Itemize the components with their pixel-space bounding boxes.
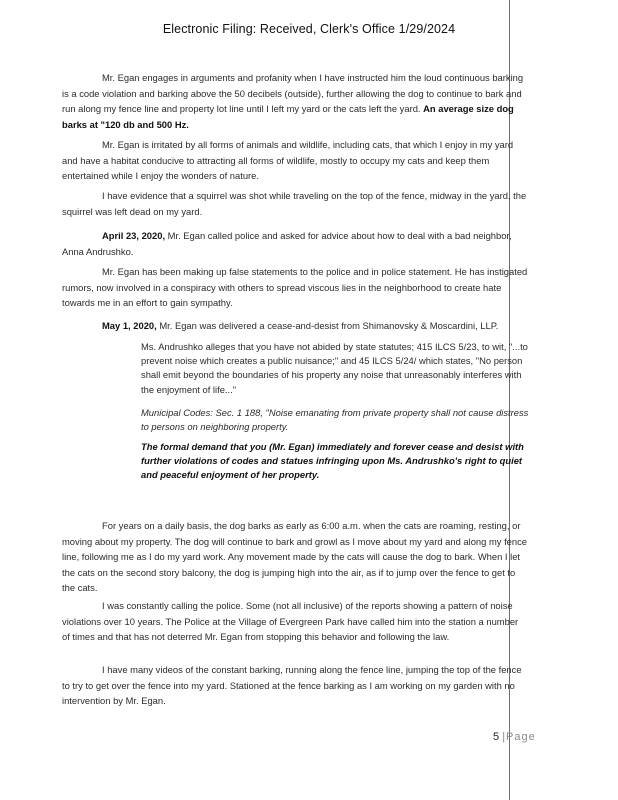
page-footer bbox=[493, 731, 536, 743]
page-separator: | bbox=[502, 731, 507, 743]
page-number: 5 bbox=[493, 731, 500, 743]
quote-state-statutes: Ms. Andrushko alleges that you have not abided by state statutes; 415 ILCS 5/23, to wit, "...to prevent noise which creates a public nuisance;" and 45 ILCS 5/24/ which states, "No person shall emit beyond the boundaries of his property any noise that unreasonably interferes with the enjoyment of life..." bbox=[141, 341, 528, 395]
paragraph-text: Mr. Egan called police and asked for advice about how to deal with a bad neighbor, Anna Andrushko. bbox=[62, 230, 512, 257]
paragraph-wildlife: Mr. Egan is irritated by all forms of animals and wildlife, including cats, that which I enjoy in my yard and have a habitat conducive to attracting all forms of wildlife, mostly to occupy my cats and keep them entertained while I enjoy the wonders of nature. bbox=[62, 139, 514, 182]
quote-municipal-codes: Municipal Codes: Sec. 1 188, "Noise emanating from private property shall not cause distress to persons on neighboring property. bbox=[141, 407, 529, 433]
paragraph-text: Mr. Egan was delivered a cease-and-desist from Shimanovsky & Moscardini, LLP. bbox=[156, 320, 499, 331]
date-label: April 23, 2020, bbox=[102, 230, 166, 241]
filing-header: Electronic Filing: Received, Clerk's Office 1/29/2024 bbox=[162, 22, 456, 36]
date-label: May 1, 2020, bbox=[102, 320, 157, 331]
paragraph-police-calls: I was constantly calling the police. Some (not all inclusive) of the reports showing a pattern of noise violations over 10 years. The Police at the Village of Evergreen Park have called him into the station a number of times and that has not deterred Mr. Egan from stopping this behavior and following the law. bbox=[62, 600, 519, 643]
paragraph-may-1 bbox=[62, 318, 528, 334]
paragraph-bold-text: An average size dog barks at "120 db and 500 Hz. bbox=[62, 103, 514, 130]
paragraph-barking-arguments bbox=[62, 70, 528, 132]
paragraph-text: Mr. Egan engages in arguments and profanity when I have instructed him the loud continuous barking is a code violation and barking above the 50 decibels (outside), further allowing the dog to continue to bark and run along my fence line and property lot line until I left my yard or the cats left the yard. bbox=[62, 72, 524, 115]
quote-formal-demand: The formal demand that you (Mr. Egan) immediately and forever cease and desist with further violations of codes and statues infringing upon Ms. Andrushko's right to quiet and peaceful enjoyment of her property. bbox=[141, 441, 524, 481]
page-label: Page bbox=[506, 731, 536, 743]
paragraph-april-23 bbox=[62, 228, 528, 259]
paragraph-videos: I have many videos of the constant barking, running along the fence line, jumping the top of the fence to try to get over the fence into my yard. Stationed at the fence barking as I am working on my garden with no intervention by Mr. Egan. bbox=[62, 664, 522, 707]
paragraph-daily-barking: For years on a daily basis, the dog barks as early as 6:00 a.m. when the cats are roaming, resting, or moving about my property. The dog will continue to bark and growl as I move about my yard and along my fence line, following me as I do my yard work. Any movement made by the cats will cause the dog to bark. When I let the cats on the second story balcony, the dog is jumping high into the air, as if to jump over the fence to get to the cats. bbox=[62, 520, 528, 594]
paragraph-false-statements: Mr. Egan has been making up false statements to the police and in police statement. He has instigated rumors, now involved in a conspiracy with others to spread viscous lies in the neighborhood to create hate towards me in an effort to gain sympathy. bbox=[62, 266, 528, 309]
paragraph-squirrel: I have evidence that a squirrel was shot while traveling on the top of the fence, midway in the yard, the squirrel was left dead on my yard. bbox=[62, 190, 527, 217]
